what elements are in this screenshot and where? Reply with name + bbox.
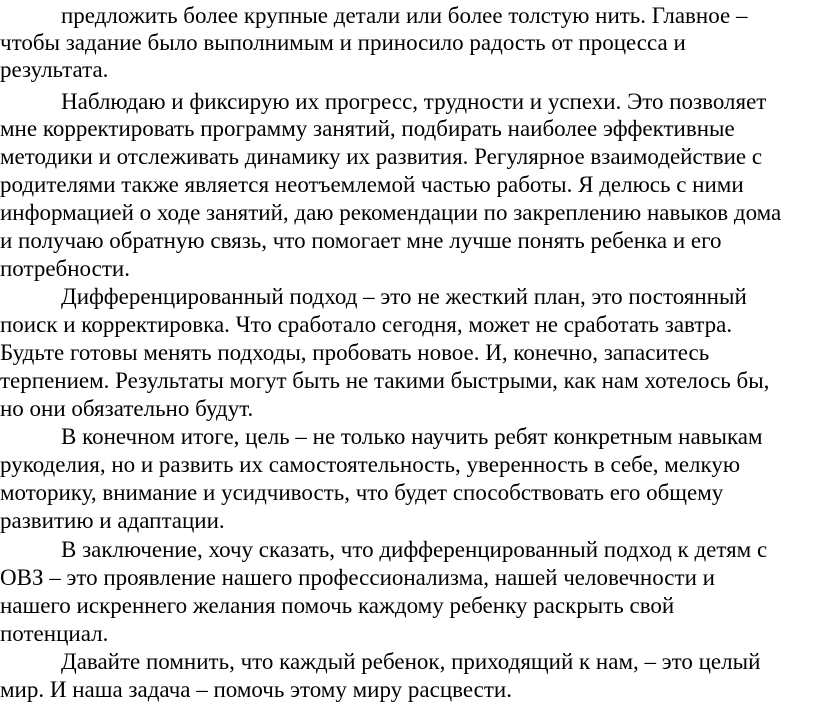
paragraph-line: мир. И наша задача – помочь этому миру расцвести. — [0, 677, 512, 702]
paragraph-line: но они обязательно будут. — [0, 396, 254, 421]
paragraph-line: предложить более крупные детали или более толстую нить. Главное – — [61, 3, 754, 28]
paragraph-line: терпением. Результаты могут быть не такими быстрыми, как нам хотелось бы, — [0, 368, 770, 393]
paragraph-line: мне корректировать программу занятий, подбирать наиболее эффективные — [0, 116, 735, 141]
paragraph-line: моторику, внимание и усидчивость, что будет способствовать его общему — [0, 480, 724, 505]
paragraph-line: чтобы задание было выполнимым и приносило радость от процесса и — [0, 30, 686, 55]
paragraph-line: В заключение, хочу сказать, что дифференцированный подход к детям с — [61, 537, 768, 562]
paragraph-line: и получаю обратную связь, что помогает мне лучше понять ребенка и его — [0, 228, 722, 253]
paragraph-line: рукоделия, но и развить их самостоятельность, уверенность в себе, мелкую — [0, 452, 741, 477]
paragraph-line: Дифференцированный подход – это не жесткий план, это постоянный — [61, 284, 747, 309]
paragraph-line: Будьте готовы менять подходы, пробовать новое. И, конечно, запаситесь — [0, 340, 710, 365]
paragraph-line: информацией о ходе занятий, даю рекомендации по закреплению навыков дома — [0, 200, 782, 225]
paragraph-line: потенциал. — [0, 621, 109, 646]
paragraph-line: методики и отслеживать динамику их развития. Регулярное взаимодействие с — [0, 144, 763, 169]
paragraph-line: ОВЗ – это проявление нашего профессионализма, нашей человечности и — [0, 565, 715, 590]
paragraph-line: Наблюдаю и фиксирую их прогресс, трудности и успехи. Это позволяет — [61, 89, 767, 114]
paragraph-line: нашего искреннего желания помочь каждому ребенку раскрыть свой — [0, 593, 675, 618]
paragraph-line: Давайте помнить, что каждый ребенок, приходящий к нам, – это целый — [61, 649, 761, 674]
paragraph-line: поиск и корректировка. Что сработало сегодня, может не сработать завтра. — [0, 312, 733, 337]
paragraph-line: В конечном итоге, цель – не только научить ребят конкретным навыкам — [61, 424, 763, 449]
paragraph-line: результата. — [0, 57, 109, 82]
paragraph-line: родителями также является неотъемлемой частью работы. Я делюсь с ними — [0, 172, 744, 197]
paragraph-line: потребности. — [0, 256, 130, 281]
paragraph-line: развитию и адаптации. — [0, 508, 225, 533]
